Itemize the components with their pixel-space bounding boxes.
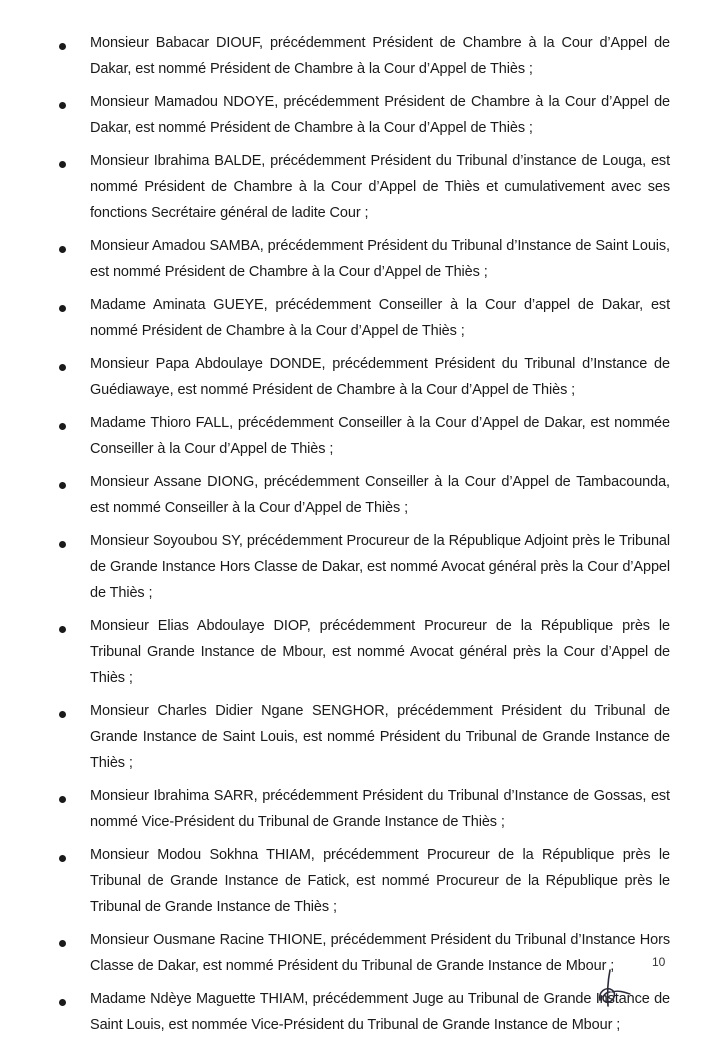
list-item — [0, 148, 701, 226]
bullet-icon — [59, 364, 66, 371]
bullet-icon — [59, 541, 66, 548]
appointment-text: Monsieur Babacar DIOUF, précédemment Président de Chambre à la Cour d’Appel de Dakar, est nommé Président de Chambre à la Cour d’Appel de Thiès ; — [90, 35, 670, 77]
appointment-text: Madame Thioro FALL, précédemment Conseiller à la Cour d’Appel de Dakar, est nommée Conseiller à la Cour d’Appel de Thiès ; — [90, 415, 670, 457]
appointment-text: Monsieur Ibrahima BALDE, précédemment Président du Tribunal d’instance de Louga, est nommé Président de Chambre à la Cour d’Appel de Thiès et cumulativement avec ses fonctions Secrétaire général de ladite Cour ; — [90, 153, 670, 221]
appointment-text: Madame Aminata GUEYE, précédemment Conseiller à la Cour d’appel de Dakar, est nommé Président de Chambre à la Cour d’Appel de Thiès ; — [90, 297, 670, 339]
bullet-icon — [59, 999, 66, 1006]
list-item — [0, 233, 701, 285]
list-item — [0, 469, 701, 521]
bullet-icon — [59, 161, 66, 168]
appointment-text: Monsieur Amadou SAMBA, précédemment Président du Tribunal d’Instance de Saint Louis, est nommé Président de Chambre à la Cour d’Appel de Thiès ; — [90, 238, 670, 280]
bullet-icon — [59, 711, 66, 718]
bullet-icon — [59, 246, 66, 253]
list-item — [0, 410, 701, 462]
list-item — [0, 613, 701, 691]
list-item — [0, 89, 701, 141]
appointment-text: Monsieur Soyoubou SY, précédemment Procureur de la République Adjoint près le Tribunal de Grande Instance Hors Classe de Dakar, est nommé Avocat général près la Cour d’Appel de Thiès ; — [90, 533, 670, 601]
appointment-text: Monsieur Papa Abdoulaye DONDE, précédemment Président du Tribunal d’Instance de Guédiawaye, est nommé Président de Chambre à la Cour d’Appel de Thiès ; — [90, 356, 670, 398]
list-item — [0, 783, 701, 835]
appointments-list — [0, 30, 701, 1045]
appointment-text: Madame Ndèye Maguette THIAM, précédemment Juge au Tribunal de Grande Instance de Saint Louis, est nommée Vice-Président du Tribunal de Grande Instance de Mbour ; — [90, 991, 670, 1033]
page-number: 10 — [652, 955, 666, 969]
bullet-icon — [59, 940, 66, 947]
bullet-icon — [59, 423, 66, 430]
bullet-icon — [59, 305, 66, 312]
appointment-text: Monsieur Ibrahima SARR, précédemment Président du Tribunal d’Instance de Gossas, est nommé Vice-Président du Tribunal de Grande Instance de Thiès ; — [90, 788, 670, 830]
bullet-icon — [59, 626, 66, 633]
appointment-text: Monsieur Elias Abdoulaye DIOP, précédemment Procureur de la République près le Tribunal Grande Instance de Mbour, est nommé Avocat général près la Cour d’Appel de Thiès ; — [90, 618, 670, 686]
bullet-icon — [59, 43, 66, 50]
bullet-icon — [59, 102, 66, 109]
bullet-icon — [59, 482, 66, 489]
appointment-text: Monsieur Modou Sokhna THIAM, précédemment Procureur de la République près le Tribunal de Grande Instance de Fatick, est nommé Procureur de la République près le Tribunal de Grande Instance de Thiès ; — [90, 847, 670, 915]
list-item — [0, 292, 701, 344]
bullet-icon — [59, 796, 66, 803]
list-item — [0, 528, 701, 606]
list-item — [0, 30, 701, 82]
appointment-text: Monsieur Assane DIONG, précédemment Conseiller à la Cour d’Appel de Tambacounda, est nommé Conseiller à la Cour d’Appel de Thiès ; — [90, 474, 670, 516]
bullet-icon — [59, 855, 66, 862]
signature-icon — [590, 962, 640, 1012]
list-item — [0, 842, 701, 920]
appointment-text: Monsieur Ousmane Racine THIONE, précédemment Président du Tribunal d’Instance Hors Classe de Dakar, est nommé Président du Tribunal de Grande Instance de Mbour ; — [90, 932, 670, 974]
appointment-text: Monsieur Charles Didier Ngane SENGHOR, précédemment Président du Tribunal de Grande Instance de Saint Louis, est nommé Président du Tribunal de Grande Instance de Thiès ; — [90, 703, 670, 771]
list-item — [0, 351, 701, 403]
list-item — [0, 698, 701, 776]
appointment-text: Monsieur Mamadou NDOYE, précédemment Président de Chambre à la Cour d’Appel de Dakar, est nommé Président de Chambre à la Cour d’Appel de Thiès ; — [90, 94, 670, 136]
